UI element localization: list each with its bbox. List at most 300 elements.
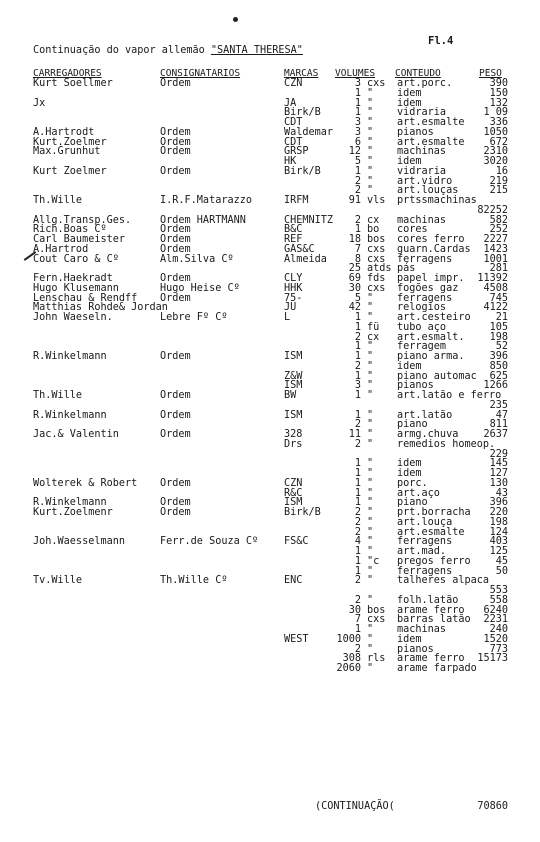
volume-unit-cell: bos	[367, 604, 386, 616]
contents-cell: pregos ferro	[397, 555, 471, 567]
column-header-volumes: VOLUMES	[335, 68, 376, 79]
table-row	[0, 391, 540, 401]
volume-count-cell: 25	[348, 263, 361, 275]
volume-count-cell: 1	[354, 107, 361, 119]
volume-count-cell: 8	[354, 253, 361, 265]
weight-cell: 1520	[483, 633, 508, 645]
table-row	[0, 615, 540, 625]
consignee-cell: Ordem	[160, 136, 191, 148]
volume-count-cell: 308	[342, 653, 361, 665]
weight-cell: 1001	[483, 253, 508, 265]
table-row	[0, 352, 540, 362]
shipper-cell: Jx	[33, 97, 46, 109]
contents-cell: fogões gaz	[397, 282, 459, 294]
weight-cell: 229	[489, 448, 508, 460]
marks-cell: GAS&C	[284, 243, 315, 255]
volume-unit-cell: "	[367, 292, 374, 304]
weight-cell: 145	[489, 458, 508, 470]
marks-cell: HHK	[284, 282, 303, 294]
consignee-cell: Lebre Fº Cº	[160, 312, 228, 323]
contents-cell: idem	[397, 458, 422, 470]
volume-unit-cell: atds	[367, 263, 392, 275]
volume-count-cell: 1	[354, 409, 361, 421]
marks-cell: CZN	[284, 477, 303, 489]
volume-unit-cell: cxs	[367, 614, 386, 626]
volume-unit-cell: cxs	[367, 243, 386, 255]
volume-unit-cell: cxs	[367, 78, 386, 89]
marks-cell: WEST	[284, 633, 309, 645]
volume-unit-cell: "	[367, 633, 374, 645]
weight-cell: 745	[489, 292, 508, 304]
consignee-cell: Ordem	[160, 273, 191, 284]
volume-unit-cell: "	[367, 126, 374, 138]
contents-cell: ferragem	[397, 341, 447, 353]
weight-cell: 127	[489, 468, 508, 479]
volume-count-cell: 5	[354, 156, 361, 167]
consignee-cell: Ordem	[160, 243, 191, 255]
contents-cell: piano automac	[397, 370, 477, 382]
shipper-cell: Th.Wille	[33, 390, 83, 401]
shipper-cell: Lenschau & Rendff	[33, 292, 138, 304]
shipper-cell: Kurt Zoelmer	[33, 165, 107, 177]
weight-cell: 132	[489, 97, 508, 109]
contents-cell: art.esmalte	[397, 136, 465, 148]
consignee-cell: Ordem	[160, 292, 191, 304]
ship-name: "SANTA THERESA"	[210, 45, 303, 56]
consignee-cell: Th.Wille Cº	[160, 575, 228, 587]
volume-unit-cell: "	[367, 117, 374, 128]
contents-cell: machinas	[397, 624, 447, 635]
weight-cell: 124	[489, 526, 508, 538]
weight-cell: 150	[489, 87, 508, 99]
volume-unit-cell: "	[367, 390, 374, 401]
weight-cell: 82252	[477, 204, 508, 216]
volume-count-cell: 5	[354, 292, 361, 304]
weight-cell: 396	[489, 351, 508, 362]
marks-cell: GRSP	[284, 146, 309, 158]
weight-cell: 403	[489, 536, 508, 548]
volume-count-cell: 30	[348, 282, 361, 294]
weight-cell: 220	[489, 507, 508, 518]
contents-cell: folh.latão	[397, 594, 459, 606]
volume-unit-cell: rls	[367, 653, 386, 665]
volume-unit-cell: "	[367, 624, 374, 635]
volume-count-cell: 18	[348, 234, 361, 245]
weight-cell: 43	[495, 487, 508, 499]
weight-cell: 21	[495, 312, 508, 323]
consignee-cell: Ordem	[160, 390, 191, 401]
contents-cell: pianos	[397, 380, 434, 392]
contents-cell: art.porc.	[397, 78, 453, 89]
table-row	[0, 576, 540, 586]
volume-count-cell: 3	[354, 380, 361, 392]
marks-cell: B&C	[284, 224, 303, 236]
volume-unit-cell: "	[367, 507, 374, 518]
contents-cell: art.esmalt.	[397, 331, 465, 343]
weight-cell: 4122	[483, 302, 508, 314]
table-row	[0, 177, 540, 187]
column-header-weight: PESO	[479, 68, 502, 79]
contents-cell: arame ferro	[397, 653, 465, 665]
volume-count-cell: 1	[354, 555, 361, 567]
contents-cell: talheres alpaca	[397, 575, 490, 587]
marks-cell: R&C	[284, 487, 303, 499]
weight-cell: 47	[495, 409, 508, 421]
weight-cell: 15173	[477, 653, 508, 665]
shipper-cell: A.Hartrod	[33, 243, 89, 255]
volume-count-cell: 2	[354, 185, 361, 197]
weight-cell: 1423	[483, 243, 508, 255]
contents-cell: art.latão	[397, 409, 453, 421]
table-row	[0, 255, 540, 265]
contents-cell: machinas	[397, 146, 447, 158]
consignee-cell: Alm.Silva Cº	[160, 253, 234, 265]
consignee-cell: Ordem	[160, 78, 191, 89]
marks-cell: ISM	[284, 497, 303, 509]
marks-cell: JA	[284, 97, 297, 109]
consignee-cell: Ordem	[160, 146, 191, 158]
volume-count-cell: 12	[348, 146, 361, 158]
table-row	[0, 508, 540, 518]
weight-cell: 336	[489, 117, 508, 128]
marks-cell: 75-	[284, 292, 303, 304]
volume-count-cell: 7	[354, 614, 361, 626]
table-row	[0, 586, 540, 596]
volume-unit-cell: "	[367, 643, 374, 655]
volume-count-cell: 1	[354, 97, 361, 109]
volume-count-cell: 2	[354, 526, 361, 538]
consignee-cell: Ordem	[160, 126, 191, 138]
volume-count-cell: 3	[354, 126, 361, 138]
volume-unit-cell: "	[367, 565, 374, 577]
carry-forward-total: 70860	[477, 801, 508, 812]
table-row	[0, 79, 540, 89]
weight-cell: 252	[489, 224, 508, 236]
contents-cell: idem	[397, 468, 422, 479]
volume-unit-cell: "	[367, 175, 374, 187]
column-header-contents: CONTEUDO	[395, 68, 441, 79]
contents-cell: tubo aço	[397, 321, 447, 333]
shipper-cell: Hugo Klusemann	[33, 282, 119, 294]
consignee-cell: I.R.F.Matarazzo	[160, 195, 253, 206]
contents-cell: cores	[397, 224, 428, 236]
weight-cell: 850	[489, 360, 508, 372]
weight-cell: 811	[489, 419, 508, 431]
table-row	[0, 99, 540, 109]
consignee-cell: Ordem	[160, 497, 191, 509]
table-row	[0, 440, 540, 450]
volume-count-cell: 1	[354, 165, 361, 177]
shipper-cell: R.Winkelmann	[33, 409, 107, 421]
volume-unit-cell: "	[367, 526, 374, 538]
volume-unit-cell: "	[367, 575, 374, 587]
marks-cell: Birk/B	[284, 165, 321, 177]
volume-count-cell: 2	[354, 419, 361, 431]
volume-unit-cell: "	[367, 458, 374, 470]
consignee-cell: Ordem	[160, 351, 191, 362]
consignee-cell: Ordem	[160, 429, 191, 440]
contents-cell: art.esmalte	[397, 117, 465, 128]
shipper-cell: R.Winkelmann	[33, 351, 107, 362]
weight-cell: 773	[489, 643, 508, 655]
shipper-cell: A.Hartrodt	[33, 126, 95, 138]
contents-cell: arame farpado	[397, 663, 477, 674]
volume-unit-cell: cx	[367, 331, 380, 343]
shipper-cell: Tv.Wille	[33, 575, 83, 587]
weight-cell: 390	[489, 78, 508, 89]
weight-cell: 1266	[483, 380, 508, 392]
marks-cell: REF	[284, 234, 303, 245]
volume-unit-cell: cxs	[367, 253, 386, 265]
weight-cell: 3020	[483, 156, 508, 167]
volume-count-cell: 1	[354, 321, 361, 333]
weight-cell: 1 09	[483, 107, 508, 119]
shipper-cell: John Waeseln.	[33, 312, 113, 323]
weight-cell: 2227	[483, 234, 508, 245]
contents-cell: machinas	[397, 214, 447, 226]
marks-cell: CZN	[284, 78, 303, 89]
volume-count-cell: 2060	[336, 663, 361, 674]
weight-cell: 105	[489, 321, 508, 333]
volume-count-cell: 91	[348, 195, 361, 206]
volume-count-cell: 2	[354, 360, 361, 372]
volume-unit-cell: "	[367, 185, 374, 197]
marks-cell: 328	[284, 429, 303, 440]
weight-cell: 2231	[483, 614, 508, 626]
contents-cell: guarn.Cardas	[397, 243, 471, 255]
volume-unit-cell: "	[367, 429, 374, 440]
volume-unit-cell: bo	[367, 224, 380, 236]
weight-cell: 2637	[483, 429, 508, 440]
contents-cell: pás	[397, 263, 416, 275]
weight-cell: 130	[489, 477, 508, 489]
volume-unit-cell: vls	[367, 195, 386, 206]
volume-count-cell: 6	[354, 136, 361, 148]
shipper-cell: R.Winkelmann	[33, 497, 107, 509]
marks-cell: HK	[284, 156, 297, 167]
volume-count-cell: 2	[354, 214, 361, 226]
weight-cell: 558	[489, 594, 508, 606]
marks-cell: Birk/B	[284, 107, 321, 119]
consignee-cell: Ordem	[160, 409, 191, 421]
contents-cell: art.aço	[397, 487, 440, 499]
volume-unit-cell: "	[367, 302, 374, 314]
weight-cell: 672	[489, 136, 508, 148]
volume-count-cell: 1	[354, 351, 361, 362]
volume-unit-cell: bos	[367, 234, 386, 245]
weight-cell: 215	[489, 185, 508, 197]
contents-cell: relogios	[397, 302, 447, 314]
volume-count-cell: 11	[348, 429, 361, 440]
column-header-shipper: CARREGADORES	[33, 68, 102, 79]
volume-unit-cell: "	[367, 468, 374, 479]
consignee-cell: Ordem	[160, 507, 191, 518]
volume-unit-cell: "	[367, 351, 374, 362]
volume-unit-cell: "	[367, 312, 374, 323]
volume-unit-cell: "	[367, 380, 374, 392]
volume-count-cell: 1	[354, 87, 361, 99]
contents-cell: vidraria	[397, 107, 447, 119]
weight-cell: 4508	[483, 282, 508, 294]
volume-count-cell: 2	[354, 516, 361, 528]
marks-cell: CLY	[284, 273, 303, 284]
volume-count-cell: 1	[354, 546, 361, 557]
marks-cell: BW	[284, 390, 297, 401]
table-row	[0, 450, 540, 460]
title-prefix: Continuação do vapor allemão	[33, 45, 205, 56]
contents-cell: ferragens	[397, 565, 453, 577]
consignee-cell: Ordem HARTMANN	[160, 214, 246, 226]
volume-unit-cell: cxs	[367, 282, 386, 294]
folio-number: Fl.4	[428, 35, 454, 47]
contents-cell: ferragens	[397, 536, 453, 548]
weight-cell: 11392	[477, 273, 508, 284]
volume-count-cell: 1	[354, 624, 361, 635]
table-row	[0, 411, 540, 421]
weight-cell: 2310	[483, 146, 508, 158]
contents-cell: art.mad.	[397, 546, 447, 557]
page-title	[33, 45, 303, 56]
contents-cell: art.louça	[397, 516, 453, 528]
table-row	[0, 89, 540, 99]
shipper-cell: Joh.Waesselmann	[33, 536, 126, 548]
volume-count-cell: 1	[354, 497, 361, 509]
contents-cell: prtssmachinas	[397, 195, 477, 206]
volume-count-cell: 1	[354, 390, 361, 401]
volume-unit-cell: "	[367, 409, 374, 421]
volume-unit-cell: "	[367, 546, 374, 557]
marks-cell: Drs	[284, 438, 303, 450]
contents-cell: art.vidro	[397, 175, 453, 187]
marks-cell: ISM	[284, 351, 303, 362]
volume-unit-cell: "	[367, 536, 374, 548]
continuation-note: (CONTINUAÇÃO(	[315, 801, 395, 812]
volume-unit-cell: "	[367, 87, 374, 99]
volume-unit-cell: "	[367, 438, 374, 450]
weight-cell: 235	[489, 399, 508, 411]
weight-cell: 50	[495, 565, 508, 577]
table-row	[0, 557, 540, 567]
volume-count-cell: 1	[354, 224, 361, 236]
volume-count-cell: 30	[348, 604, 361, 616]
volume-unit-cell: "	[367, 165, 374, 177]
volume-unit-cell: "	[367, 419, 374, 431]
table-row	[0, 479, 540, 489]
volume-unit-cell: "	[367, 360, 374, 372]
shipper-cell: Th.Wille	[33, 195, 83, 206]
volume-count-cell: 1	[354, 565, 361, 577]
volume-unit-cell: "	[367, 341, 374, 353]
contents-cell: cores ferro	[397, 234, 465, 245]
volume-count-cell: 1000	[336, 633, 361, 645]
volume-unit-cell: "	[367, 477, 374, 489]
weight-cell: 1050	[483, 126, 508, 138]
volume-unit-cell: cx	[367, 214, 380, 226]
shipper-cell: Max.Grunhut	[33, 146, 101, 158]
contents-cell: art.esmalte	[397, 526, 465, 538]
table-row	[0, 537, 540, 547]
volume-count-cell: 7	[354, 243, 361, 255]
contents-cell: art.cesteiro	[397, 312, 471, 323]
shipper-cell: Allg.Transp.Ges.	[33, 214, 132, 226]
contents-cell: idem	[397, 360, 422, 372]
column-header-consignee: CONSIGNATARIOS	[160, 68, 241, 79]
marks-cell: L	[284, 312, 291, 323]
table-row	[0, 625, 540, 635]
table-row	[0, 372, 540, 382]
volume-unit-cell: fü	[367, 321, 380, 333]
volume-count-cell: 3	[354, 117, 361, 128]
column-header-marks: MARCAS	[284, 68, 319, 79]
table-row	[0, 147, 540, 157]
manifest-table	[0, 79, 540, 674]
weight-cell: 553	[489, 585, 508, 596]
marks-cell: CDT	[284, 117, 303, 128]
contents-cell: papel impr.	[397, 273, 465, 284]
consignee-cell: Hugo Heise Cº	[160, 282, 240, 294]
volume-count-cell: 42	[348, 302, 361, 314]
shipper-cell: Rich.Boas Cº	[33, 224, 107, 236]
volume-count-cell: 1	[354, 458, 361, 470]
volume-unit-cell: fds	[367, 273, 386, 284]
volume-unit-cell: "	[367, 516, 374, 528]
shipper-cell: Carl Baumeister	[33, 234, 126, 245]
weight-cell: 582	[489, 214, 508, 226]
contents-cell: pianos	[397, 126, 434, 138]
shipper-cell: Matthias Rohde& Jordan	[33, 302, 168, 314]
shipper-cell: Jac.& Valentin	[33, 429, 119, 440]
marks-cell: CHEMNITZ	[284, 214, 334, 226]
weight-cell: 125	[489, 546, 508, 557]
weight-cell: 240	[489, 624, 508, 635]
marks-cell: Waldemar	[284, 126, 334, 138]
shipper-cell: Cout Caro & Cº	[33, 253, 119, 265]
volume-count-cell: 2	[354, 331, 361, 343]
volume-count-cell: 1	[354, 312, 361, 323]
table-row	[0, 167, 540, 177]
weight-cell: 219	[489, 175, 508, 187]
shipper-cell: Wolterek & Robert	[33, 477, 138, 489]
volume-count-cell: 1	[354, 487, 361, 499]
marks-cell: FS&C	[284, 536, 309, 548]
marks-cell: IRFM	[284, 195, 309, 206]
contents-cell: barras latão	[397, 614, 471, 626]
volume-count-cell: 2	[354, 175, 361, 187]
table-row	[0, 635, 540, 645]
consignee-cell: Ordem	[160, 165, 191, 177]
volume-count-cell: 3	[354, 78, 361, 89]
weight-cell: 45	[495, 555, 508, 567]
volume-unit-cell: "	[367, 146, 374, 158]
weight-cell: 396	[489, 497, 508, 509]
table-row	[0, 333, 540, 343]
contents-cell: art.latão e ferro	[397, 390, 502, 401]
volume-unit-cell: "	[367, 107, 374, 119]
marks-cell: CDT	[284, 136, 303, 148]
shipper-cell: Kurt.Zoelmenr	[33, 507, 113, 518]
contents-cell: arame ferro	[397, 604, 465, 616]
contents-cell: idem	[397, 97, 422, 109]
volume-unit-cell: "	[367, 497, 374, 509]
weight-cell: 625	[489, 370, 508, 382]
contents-cell: pianos	[397, 643, 434, 655]
ink-mark	[233, 17, 238, 22]
volume-count-cell: 1	[354, 370, 361, 382]
weight-cell: 198	[489, 331, 508, 343]
contents-cell: piano	[397, 497, 428, 509]
contents-cell: porc.	[397, 477, 428, 489]
volume-unit-cell: "	[367, 156, 374, 167]
